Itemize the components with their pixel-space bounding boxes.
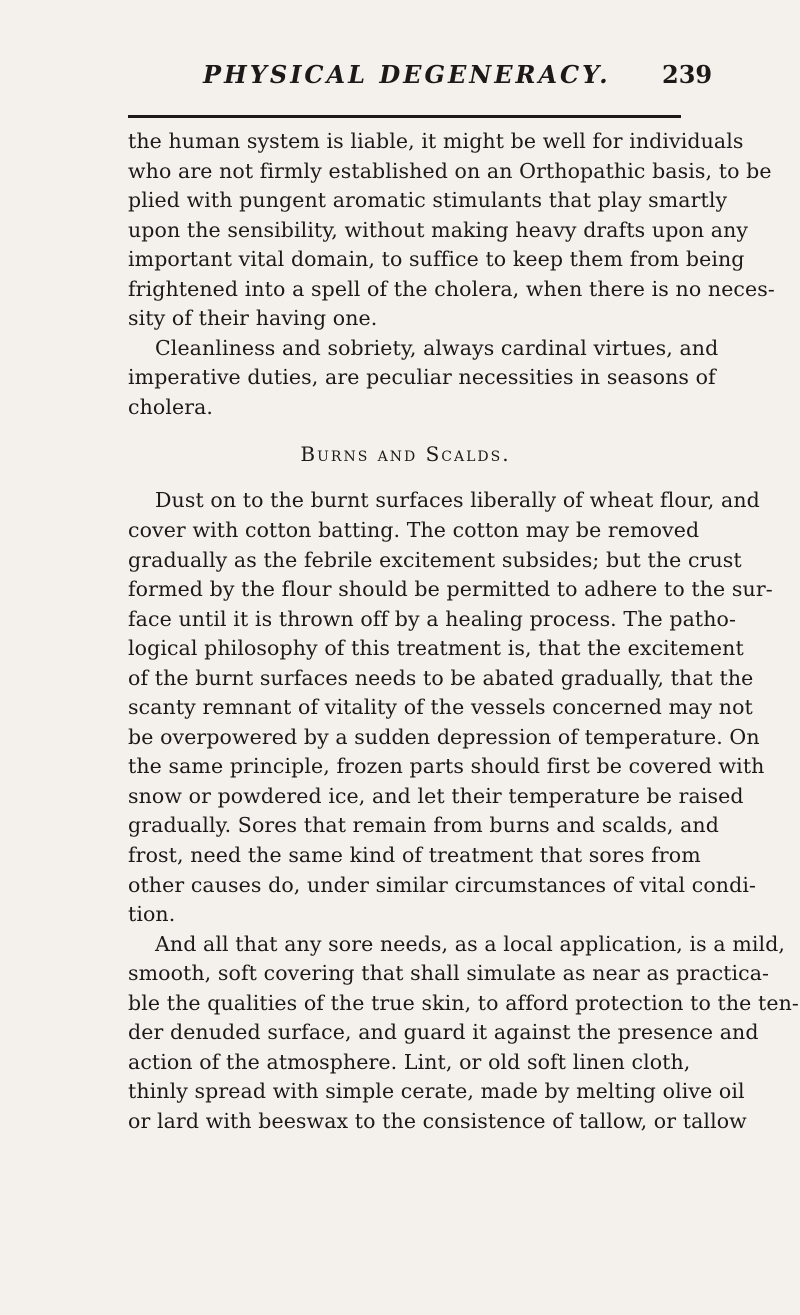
text-line: der denuded surface, and guard it against the presence and: [128, 1020, 759, 1045]
running-head: [0, 60, 800, 100]
text-line: imperative duties, are peculiar necessities in seasons of: [128, 365, 716, 390]
text-line: other causes do, under similar circumstances of vital condi-: [128, 872, 757, 897]
text-line: scanty remnant of vitality of the vessels concerned may not: [128, 695, 753, 720]
text-line: face until it is thrown off by a healing process. The patho-: [128, 606, 736, 631]
text-line: sity of their having one.: [128, 306, 378, 331]
text-line: of the burnt surfaces needs to be abated gradually, that the: [128, 665, 754, 690]
text-line: gradually as the febrile excitement subsides; but the crust: [128, 547, 742, 572]
text-line: frost, need the same kind of treatment that sores from: [128, 843, 701, 868]
text-line: cover with cotton batting. The cotton may be removed: [128, 518, 700, 543]
text-line: And all that any sore needs, as a local application, is a mild,: [155, 931, 786, 956]
text-line: or lard with beeswax to the consistence of tallow, or tallow: [128, 1108, 747, 1133]
text-line: who are not firmly established on an Orthopathic basis, to be: [128, 158, 772, 183]
text-line: snow or powdered ice, and let their temperature be raised: [128, 783, 744, 808]
text-line: ble the qualities of the true skin, to afford protection to the ten-: [128, 990, 799, 1015]
text-line: important vital domain, to suffice to keep them from being: [128, 247, 745, 272]
text-line: thinly spread with simple cerate, made by melting olive oil: [128, 1079, 745, 1104]
running-title: PHYSICAL DEGENERACY.: [203, 60, 611, 89]
text-line: formed by the flour should be permitted to adhere to the sur-: [128, 577, 773, 602]
page-number: 239: [662, 60, 713, 89]
text-line: frightened into a spell of the cholera, when there is no neces-: [128, 276, 775, 301]
text-line: tion.: [128, 902, 176, 927]
text-line: smooth, soft covering that shall simulate as near as practica-: [128, 961, 770, 986]
text-line: action of the atmosphere. Lint, or old soft linen cloth,: [128, 1049, 691, 1074]
text-line: Dust on to the burnt surfaces liberally of wheat flour, and: [155, 488, 760, 513]
body-text: [128, 127, 799, 1137]
text-line: the human system is liable, it might be well for individuals: [128, 129, 744, 153]
text-line: logical philosophy of this treatment is, that the excitement: [128, 636, 744, 661]
text-line: be overpowered by a sudden depression of temperature. On: [128, 724, 760, 749]
text-line: Cleanliness and sobriety, always cardinal virtues, and: [155, 335, 719, 360]
header-rule: [128, 115, 681, 118]
text-line: the same principle, frozen parts should first be covered with: [128, 754, 765, 779]
text-line: upon the sensibility, without making heavy drafts upon any: [128, 217, 749, 242]
text-line: cholera.: [128, 394, 214, 419]
text-line: plied with pungent aromatic stimulants that play smartly: [128, 188, 728, 213]
section-heading: Burns and Scalds.: [300, 442, 511, 467]
text-line: gradually. Sores that remain from burns and scalds, and: [128, 813, 719, 838]
